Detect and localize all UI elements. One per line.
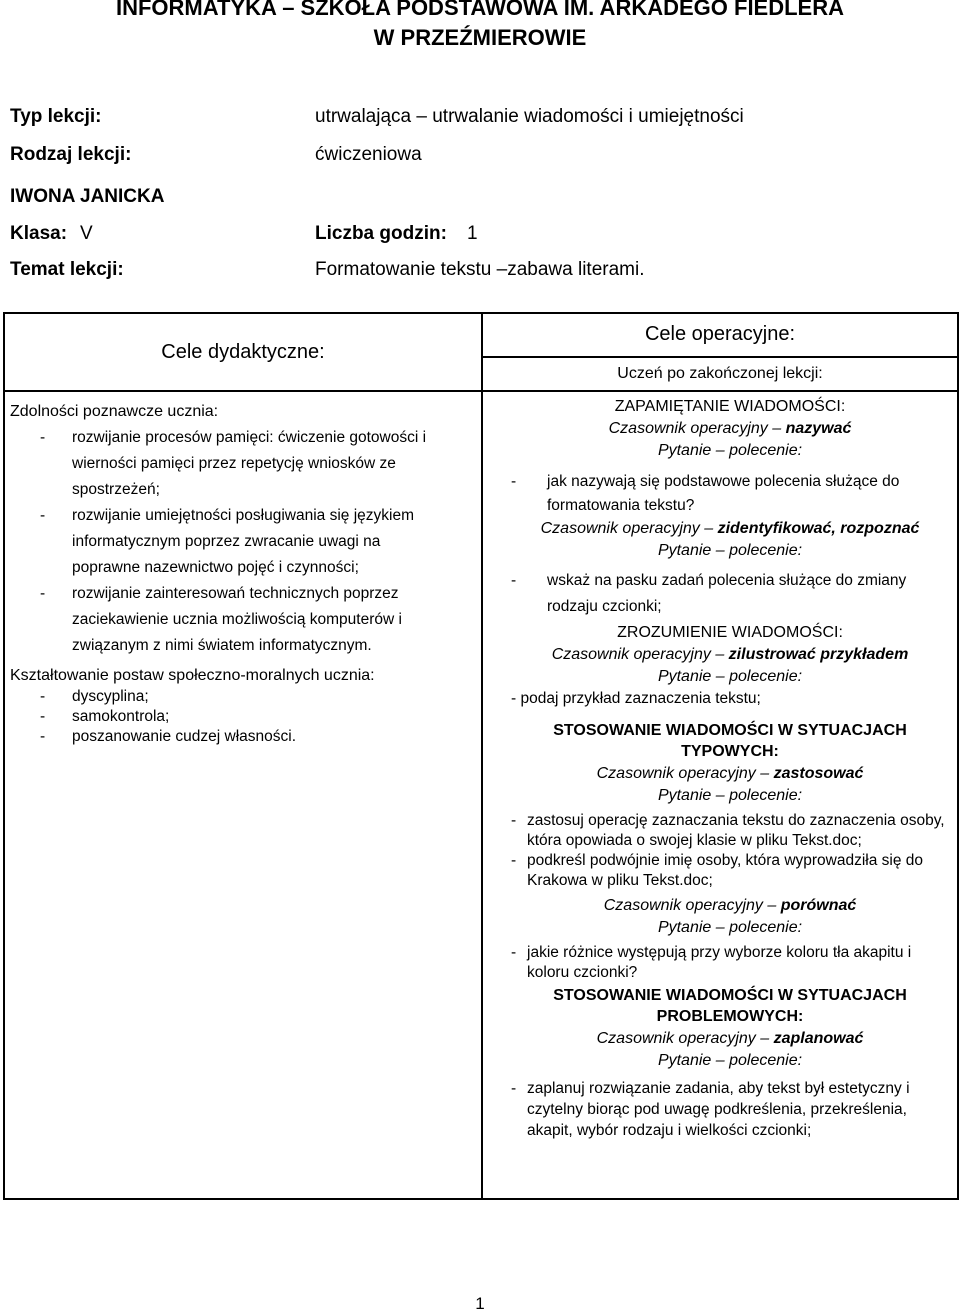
- typ-label: Typ lekcji:: [10, 106, 102, 127]
- cognitive-item-line: rozwijanie umiejętności posługiwania się językiem: [72, 507, 415, 524]
- verb-line-zilustrowac: Czasownik operacyjny – zilustrować przykładem: [551, 646, 909, 663]
- verb-line-zastosowac: Czasownik operacyjny – zastosować: [596, 765, 864, 782]
- document-title-line1: INFORMATYKA – SZKOŁA PODSTAWOWA IM. ARKADEGO FIEDLERA: [115, 0, 845, 20]
- verb-line-zaplanowac: Czasownik operacyjny – zaplanować: [596, 1030, 864, 1047]
- question-label: Pytanie – polecenie:: [657, 919, 803, 936]
- cognitive-item: - rozwijanie zainteresowań technicznych poprzez zaciekawienie ucznia możliwością komputerów i związanym z nimi światem informatycznym.: [10, 581, 475, 659]
- cognitive-item: - rozwijanie umiejętności posługiwania się językiem informatycznym poprzez zwracanie uwagi na poprawne nazewnictwo pojęć i czynności;: [10, 503, 475, 581]
- verb-line-zidentyfikowac: Czasownik operacyjny – zidentyfikować, rozpoznać: [540, 520, 920, 537]
- operational-goals-subtitle: Uczeń po zakończonej lekcji:: [617, 365, 823, 382]
- task-item: - zastosuj operację zaznaczania tekstu do zaznaczenia osoby, która opowiada o swojej klasie w pliku Tekst.doc;: [511, 812, 945, 849]
- cognitive-item-line: związanym z nimi światem informatycznym.: [72, 637, 372, 654]
- question-label: Pytanie – polecenie:: [657, 1052, 803, 1069]
- verb-line-nazywac: Czasownik operacyjny – nazywać: [608, 420, 852, 437]
- didactic-goals-title: Cele dydaktyczne:: [161, 340, 325, 363]
- task-item: - jakie różnice występują przy wyborze koloru tła akapitu i koloru czcionki?: [511, 944, 912, 981]
- lesson-goals-table: [3, 312, 959, 1200]
- zrozumienie-heading: ZROZUMIENIE WIADOMOŚCI:: [617, 624, 843, 641]
- page-number: 1: [475, 1294, 485, 1313]
- godzin-label: Liczba godzin:: [315, 223, 447, 244]
- social-item: - dyscyplina;: [40, 688, 149, 705]
- didactic-goals-cell: [4, 391, 482, 1199]
- task-item: - wskaż na pasku zadań polecenia służące do zmiany rodzaju czcionki;: [511, 572, 907, 615]
- temat-label: Temat lekcji:: [10, 259, 124, 280]
- didactic-goals-header: [4, 313, 482, 391]
- temat-value: Formatowanie tekstu –zabawa literami.: [315, 259, 645, 280]
- cognitive-item-line: wierności pamięci przez repetycję wniosków ze: [72, 455, 396, 472]
- document-title-line2: W PRZEŹMIEROWIE: [373, 25, 587, 50]
- typ-value: utrwalająca – utrwalanie wiadomości i umiejętności: [315, 106, 744, 127]
- social-item: - samokontrola;: [40, 708, 170, 725]
- operational-goals-title: Cele operacyjne:: [483, 314, 957, 358]
- godzin-value: 1: [467, 223, 478, 244]
- question-label: Pytanie – polecenie:: [657, 668, 803, 685]
- operational-goals-cell: [482, 391, 958, 1199]
- cognitive-item-line: poprawne nazewnictwo pojęć i czynności;: [72, 559, 359, 576]
- cognitive-item: - rozwijanie procesów pamięci: ćwiczenie gotowości i wierności pamięci przez repetycję wniosków ze spostrzeżeń;: [10, 425, 475, 503]
- question-label: Pytanie – polecenie:: [657, 787, 803, 804]
- cognitive-item-line: spostrzeżeń;: [72, 481, 160, 498]
- task-item: - zaplanuj rozwiązanie zadania, aby tekst był estetyczny i czytelny biorąc pod uwagę podkreślenia, przekreślenia, akapit, wybór rodzaju i wielkości czcionki;: [511, 1080, 910, 1139]
- cognitive-item-line: rozwijanie procesów pamięci: ćwiczenie gotowości i: [72, 429, 427, 446]
- stosowanie-typowe-heading: STOSOWANIE WIADOMOŚCI W SYTUACJACH TYPOWYCH:: [553, 722, 907, 760]
- cognitive-item-line: informatycznym poprzez zwracanie uwagi na: [72, 533, 381, 550]
- klasa-label: Klasa:: [10, 223, 68, 244]
- zapamietanie-heading: ZAPAMIĘTANIE WIADOMOŚCI:: [614, 398, 846, 415]
- verb-line-porownac: Czasownik operacyjny – porównać: [603, 897, 857, 914]
- task-item: - podkreśl podwójnie imię osoby, która wyprowadziła się do Krakowa w pliku Tekst.doc;: [511, 852, 924, 889]
- cognitive-item-line: rozwijanie zainteresowań technicznych poprzez: [72, 585, 399, 602]
- cognitive-heading: Zdolności poznawcze ucznia:: [10, 403, 219, 420]
- rodzaj-value: ćwiczeniowa: [315, 144, 422, 165]
- question-label: Pytanie – polecenie:: [657, 542, 803, 559]
- social-item: - poszanowanie cudzej własności.: [40, 728, 297, 745]
- operational-goals-header: [482, 313, 958, 391]
- social-heading: Kształtowanie postaw społeczno-moralnych ucznia:: [10, 667, 375, 684]
- task-item: - jak nazywają się podstawowe polecenia służące do formatowania tekstu?: [511, 473, 900, 514]
- stosowanie-problemowe-heading: STOSOWANIE WIADOMOŚCI W SYTUACJACH PROBLEMOWYCH:: [553, 987, 907, 1025]
- author-name: IWONA JANICKA: [10, 186, 165, 207]
- rodzaj-label: Rodzaj lekcji:: [10, 144, 132, 165]
- task-item: - podaj przykład zaznaczenia tekstu;: [511, 690, 761, 707]
- question-label: Pytanie – polecenie:: [657, 442, 803, 459]
- cognitive-item-line: zaciekawienie ucznia możliwością komputerów i: [72, 611, 402, 628]
- klasa-value: V: [80, 223, 93, 244]
